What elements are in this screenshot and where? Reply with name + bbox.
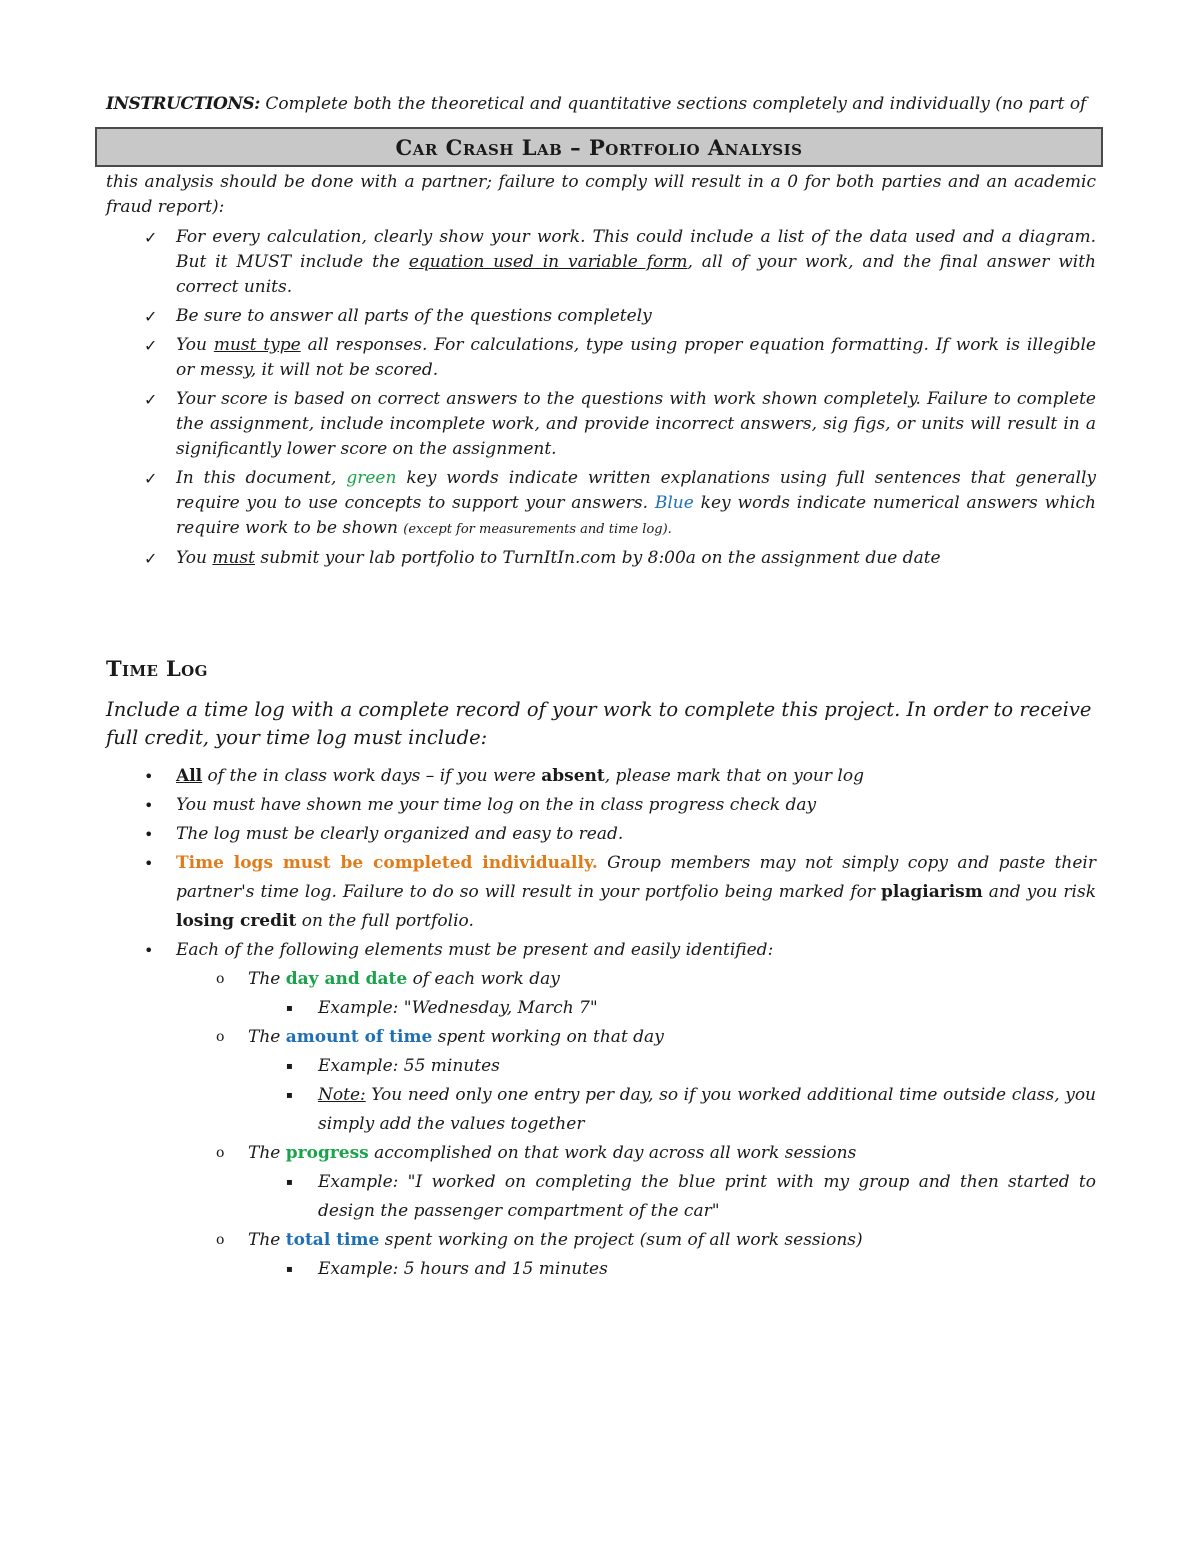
circle-bullet-icon: o [216,1145,225,1161]
page-title: Car Crash Lab – Portfolio Analysis [395,134,803,160]
blue-keyword: Blue [654,493,694,513]
checkmark-icon: ✓ [144,469,158,488]
instructions-line [106,94,1106,114]
example-item: ▪ Example: "I worked on completing the blue print with my group and then started to design the passenger compartment of the car" [106,1168,1096,1226]
instructions-continuation: this analysis should be done with a partner; failure to comply will result in a 0 for both parties and an academic fraud report): [106,172,1096,217]
checklist-item: ✓ Be sure to answer all parts of the questions completely [106,304,1096,329]
time-log-requirements [106,762,1096,1284]
section-heading-time-log: Time Log [106,656,208,681]
bullet-icon: • [144,941,154,960]
bullet-icon: • [144,825,154,844]
sub-list-item: o The day and date of each work day [106,965,1096,994]
time-log-intro: Include a time log with a complete record of your work to complete this project. In order to receive full credit, your time log must include: [106,698,1092,749]
checklist-item: ✓ You must submit your lab portfolio to TurnItIn.com by 8:00a on the assignment due date [106,546,1096,571]
sub-list-item: o The progress accomplished on that work day across all work sessions [106,1139,1096,1168]
sub-list-item: o The total time spent working on the project (sum of all work sessions) [106,1226,1096,1255]
checklist-item: ✓ For every calculation, clearly show your work. This could include a list of the data used and a diagram. But it MUST include the equation used in variable form, all of your work, and the final answer with correct units. [144,227,1097,297]
sub-list-item: o The amount of time spent working on that day [106,1023,1096,1052]
circle-bullet-icon: o [216,971,225,987]
checkmark-icon: ✓ [144,228,158,247]
bullet-icon: • [144,854,154,873]
bullet-icon: • [144,767,154,786]
list-item: • Each of the following elements must be present and easily identified: [106,936,1096,965]
checkmark-icon: ✓ [144,336,158,355]
bullet-icon: • [144,796,154,815]
square-bullet-icon: ▪ [286,1177,293,1188]
square-bullet-icon: ▪ [286,1090,293,1101]
checklist-item: ✓ Your score is based on correct answers to the questions with work shown completely. Failure to complete the assignment, include incomplete work, and provide incorrect answers, sig figs, or units will result in a significantly lower score on the assignment. [144,389,1096,459]
example-item: ▪ Example: "Wednesday, March 7" [106,994,1096,1023]
instructions-text: Complete both the theoretical and quantitative sections completely and individually (no part of [265,94,1087,114]
list-item: • All of the in class work days – if you were absent, please mark that on your log [106,762,1096,791]
checklist-item: ✓ You must type all responses. For calculations, type using proper equation formatting. If work is illegible or messy, it will not be scored. [144,335,1096,380]
instructions-label: INSTRUCTIONS: [106,94,260,114]
checkmark-icon: ✓ [144,307,158,326]
square-bullet-icon: ▪ [286,1003,293,1014]
example-item: ▪ Example: 5 hours and 15 minutes [106,1255,1096,1284]
square-bullet-icon: ▪ [286,1264,293,1275]
checklist-item: ✓ In this document, green key words indicate written explanations using full sentences that generally require you to use concepts to support your answers. Blue key words indicate numerical answers which require work to be shown (except for measurements and time log). [144,468,1097,538]
list-item: • The log must be clearly organized and easy to read. [106,820,1096,849]
checkmark-icon: ✓ [144,390,158,409]
circle-bullet-icon: o [216,1029,225,1045]
note-item: ▪ Note: You need only one entry per day, so if you worked additional time outside class, you simply add the values together [106,1081,1096,1139]
title-box [95,127,1103,167]
list-item: • You must have shown me your time log on the in class progress check day [106,791,1096,820]
green-keyword: green [346,468,397,488]
checkmark-icon: ✓ [144,549,158,568]
circle-bullet-icon: o [216,1232,225,1248]
list-item: • Time logs must be completed individually. Group members may not simply copy and paste their partner's time log. Failure to do so will result in your portfolio being marked for plagiarism and you risk losing credit on the full portfolio. [106,849,1096,936]
instructions-checklist [106,225,1096,575]
square-bullet-icon: ▪ [286,1061,293,1072]
example-item: ▪ Example: 55 minutes [106,1052,1096,1081]
